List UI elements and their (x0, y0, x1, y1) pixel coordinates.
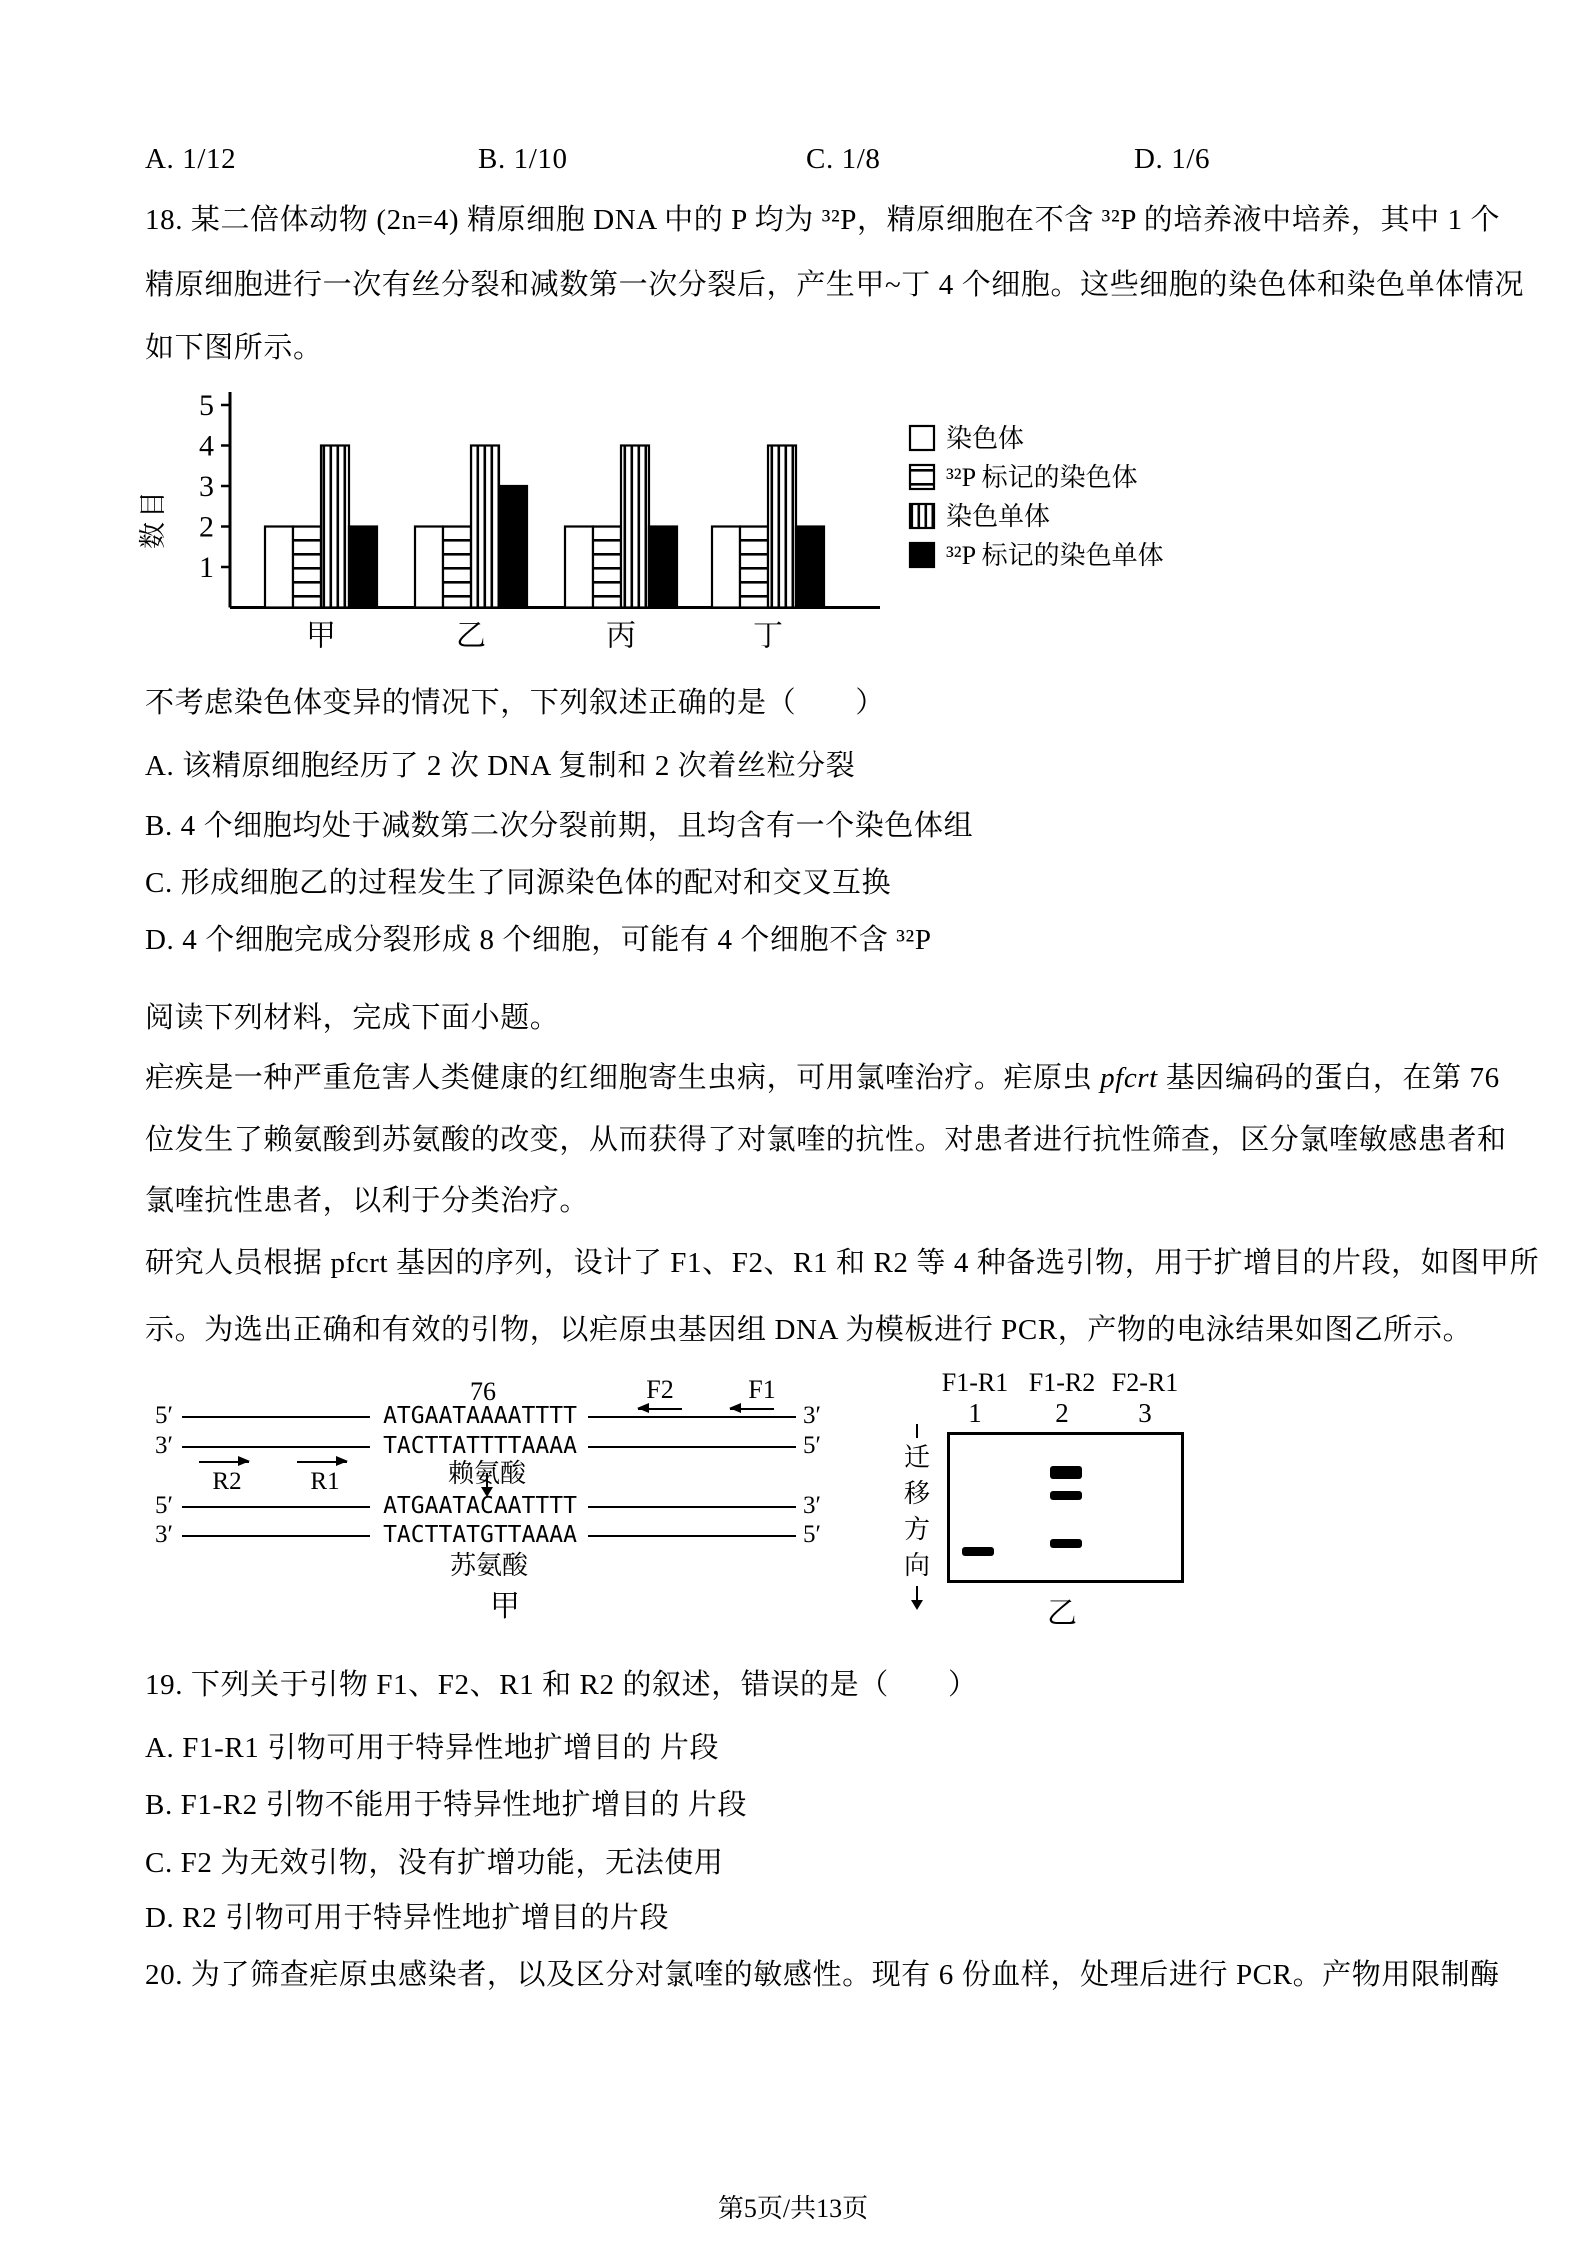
q18-chart (110, 380, 1290, 690)
q18-bar-chart-svg (110, 380, 1290, 690)
material-para1-line3: 氯喹抗性患者，以利于分类治疗。 (145, 1185, 590, 1217)
q19-stem: 19. 下列关于引物 F1、F2、R1 和 R2 的叙述，错误的是（ ） (145, 1669, 978, 1701)
para1-after: 基因编码的蛋白，在第 76 (1157, 1062, 1500, 1094)
migration-label: 迁移方向 (903, 1443, 930, 1580)
strand1-right-end: 3′ (803, 1402, 821, 1429)
svg-text:4: 4 (199, 429, 214, 463)
q19-option-c: C. F2 为无效引物，没有扩增功能，无法使用 (145, 1847, 724, 1879)
q17-option-d: D. 1/6 (1134, 143, 1211, 175)
svg-text:1: 1 (199, 551, 214, 584)
strand2-right-line (588, 1446, 796, 1448)
q18-line-2: 精原细胞进行一次有丝分裂和减数第一次分裂后，产生甲~丁 4 个细胞。这些细胞的染色体和染色单体情况 (145, 269, 1525, 301)
q17-option-a: A. 1/12 (145, 143, 237, 175)
chart-category-label: 丁 (753, 619, 783, 653)
gel-lane3-header: F2-R1 (1111, 1368, 1179, 1397)
chart-category-label: 丙 (606, 619, 636, 653)
gel-band (1050, 1466, 1082, 1479)
material-para2-line2: 示。为选出正确和有效的引物，以疟原虫基因组 DNA 为模板进行 PCR，产物的电泳结果如图乙所示。 (145, 1314, 1473, 1346)
gel-lane1-number: 1 (968, 1398, 982, 1428)
gel-lane3-number: 3 (1138, 1398, 1152, 1428)
migration-arrow-tail (916, 1424, 919, 1438)
primer-r1-label: R1 (310, 1468, 340, 1495)
para1-before: 疟疾是一种严重危害人类健康的红细胞寄生虫病，可用氯喹治疗。疟原虫 (145, 1062, 1101, 1094)
svg-text:2: 2 (199, 510, 214, 544)
strand1-left-line (182, 1416, 370, 1418)
gel-band (1050, 1491, 1082, 1500)
chart-category-label: 甲 (306, 619, 336, 653)
primer-f2-label: F2 (646, 1375, 674, 1404)
q18-line-3: 如下图所示。 (145, 332, 323, 364)
migration-down-arrow-icon (916, 1586, 918, 1601)
q18-option-d: D. 4 个细胞完成分裂形成 8 个细胞，可能有 4 个细胞不含 ³²P (145, 924, 932, 956)
primer-f1-label: F1 (748, 1375, 776, 1404)
q18-option-c: C. 形成细胞乙的过程发生了同源染色体的配对和交叉互换 (145, 867, 892, 899)
reading-note: 阅读下列材料，完成下面小题。 (145, 1002, 560, 1034)
strand2-left-end: 3′ (155, 1432, 173, 1459)
strand2-left-line (182, 1446, 370, 1448)
figure-jia (145, 1375, 845, 1623)
strand1-right-line (588, 1416, 796, 1418)
strand4-left-end: 3′ (155, 1521, 173, 1548)
amino-acid-threonine-label: 苏氨酸 (449, 1551, 529, 1580)
figure-yi (900, 1360, 1280, 1630)
q19-option-b: B. F1-R2 引物不能用于特异性地扩增目的 片段 (145, 1789, 748, 1821)
strand3-left-end: 5′ (155, 1492, 173, 1519)
pfcrt-gene-italic: pfcrt (1100, 1062, 1158, 1094)
strand3-right-line (588, 1506, 796, 1508)
q17-option-b: B. 1/10 (478, 143, 568, 175)
primer-r1-arrow-icon (297, 1461, 347, 1463)
strand-row-4 (145, 1521, 845, 1547)
strand4-left-line (182, 1535, 370, 1537)
q18-option-a: A. 该精原细胞经历了 2 次 DNA 复制和 2 次着丝粒分裂 (145, 750, 856, 782)
primer-r2-label: R2 (212, 1468, 242, 1495)
svg-text:3: 3 (199, 470, 214, 503)
chart-legend-label: 染色体 (946, 424, 1025, 453)
chart-category-label: 乙 (456, 619, 486, 653)
gel-box (947, 1432, 1184, 1583)
strand2-seq: TACTTATTTTAAAA (383, 1433, 577, 1459)
amino-acid-lysine-label: 赖氨酸 (447, 1459, 527, 1488)
svg-text:5: 5 (199, 389, 214, 422)
gel-band (1050, 1539, 1082, 1548)
figure-yi-caption: 乙 (1047, 1597, 1077, 1630)
chart-legend-label: ³²P 标记的染色体 (946, 463, 1138, 492)
strand3-seq: ATGAATACAATTTT (383, 1493, 577, 1519)
material-para1-line1 (145, 1055, 1500, 1096)
strand-row-1 (145, 1402, 845, 1428)
primer-r2-arrow-icon (199, 1461, 249, 1463)
strand1-left-end: 5′ (155, 1402, 173, 1429)
material-para1-line2: 位发生了赖氨酸到苏氨酸的改变，从而获得了对氯喹的抗性。对患者进行抗性筛查，区分氯喹敏感患者和 (145, 1124, 1507, 1156)
q18-line-1: 18. 某二倍体动物 (2n=4) 精原细胞 DNA 中的 P 均为 ³²P，精原细胞在不含 ³²P 的培养液中培养，其中 1 个 (145, 204, 1501, 236)
material-para2-line1: 研究人员根据 pfcrt 基因的序列，设计了 F1、F2、R1 和 R2 等 4 种备选引物，用于扩增目的片段，如图甲所 (145, 1247, 1540, 1279)
codon-position-label: 76 (470, 1377, 496, 1406)
mutation-down-arrow-icon (486, 1473, 488, 1488)
chart-legend-label: 染色单体 (946, 502, 1051, 531)
gel-lane2-header: F1-R2 (1028, 1368, 1096, 1397)
chart-legend-label: ³²P 标记的染色单体 (946, 541, 1164, 570)
gel-band (962, 1547, 994, 1556)
strand3-right-end: 3′ (803, 1492, 821, 1519)
q19-option-a: A. F1-R1 引物可用于特异性地扩增目的 片段 (145, 1732, 720, 1764)
strand-row-3 (145, 1492, 845, 1518)
migration-direction (900, 1424, 934, 1601)
q18-option-b: B. 4 个细胞均处于减数第二次分裂前期，且均含有一个染色体组 (145, 810, 974, 842)
strand4-right-end: 5′ (803, 1521, 821, 1548)
q17-options-row (145, 143, 1485, 183)
strand4-right-line (588, 1535, 796, 1537)
chart-y-axis-label: 数目 (138, 487, 168, 549)
strand4-seq: TACTTATGTTAAAA (383, 1522, 577, 1548)
gel-lane2-number: 2 (1055, 1398, 1069, 1428)
strand3-left-line (182, 1506, 370, 1508)
q18-stem: 不考虑染色体变异的情况下，下列叙述正确的是（ ） (145, 687, 886, 719)
strand2-right-end: 5′ (803, 1432, 821, 1459)
gel-lane1-header: F1-R1 (941, 1368, 1009, 1397)
page-footer: 第5页/共13页 (717, 2194, 869, 2223)
q19-option-d: D. R2 引物可用于特异性地扩增目的片段 (145, 1902, 670, 1934)
strand1-seq: ATGAATAAAATTTT (383, 1403, 577, 1429)
figure-jia-caption: 甲 (490, 1590, 520, 1623)
q20-line-1: 20. 为了筛查疟原虫感染者，以及区分对氯喹的敏感性。现有 6 份血样，处理后进行 PCR。产物用限制酶 (145, 1959, 1500, 1991)
q17-option-c: C. 1/8 (806, 143, 881, 175)
